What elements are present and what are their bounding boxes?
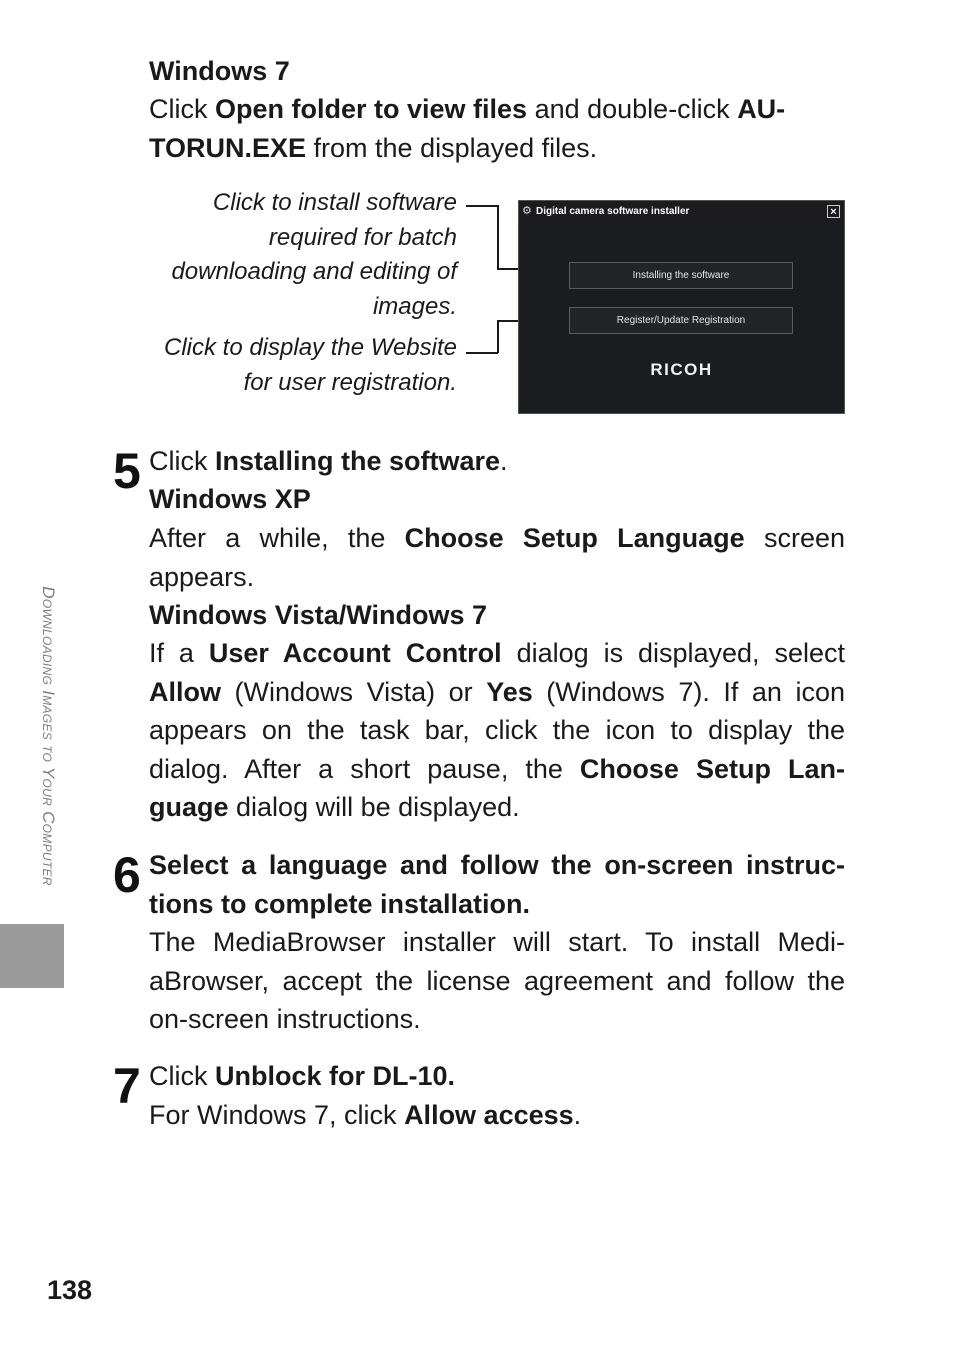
installer-title: Digital camera software installer xyxy=(536,206,690,217)
open-folder-label: Open folder to view files xyxy=(215,94,528,124)
step-7-paragraph: For Windows 7, click Allow access. xyxy=(149,1100,582,1130)
windows7-heading: Windows 7 xyxy=(149,56,290,86)
windows-xp-heading: Windows XP xyxy=(149,484,311,514)
step-6-number: 6 xyxy=(113,847,141,903)
autorun-label: AU-TORUN.EXE xyxy=(149,94,786,163)
leader-line-bottom-h xyxy=(466,352,498,354)
installing-software-label: Installing the software xyxy=(215,446,501,476)
step-6-paragraph: The MediaBrowser installer will start. To install Medi-aBrowser, accept the license agreement and follow the on-screen instructions. xyxy=(149,927,845,1034)
ricoh-logo: RICOH xyxy=(650,360,713,379)
step-7-number: 7 xyxy=(113,1058,141,1114)
allow-access-label: Allow access xyxy=(404,1100,574,1130)
step-5-heading: Click Installing the software. xyxy=(149,446,508,476)
close-icon[interactable]: × xyxy=(827,205,840,218)
app-icon: ⚙ xyxy=(522,205,532,217)
callout-register: Click to display the Website for user registration. xyxy=(163,334,457,396)
vista-paragraph: If a User Account Control dialog is displayed, select Allow (Windows Vista) or Yes (Windows 7). If an icon appears on the task bar, click the icon to display the dialog. After a short pause, the Choose Setup Lan-guage dialog will be displayed. xyxy=(149,638,846,822)
chapter-title: Downloading Images to Your Computer xyxy=(39,586,58,886)
leader-line-bottom-v xyxy=(497,320,499,353)
register-button[interactable]: Register/Update Registration xyxy=(569,307,793,334)
chapter-sidebar xyxy=(30,548,66,924)
chapter-tab xyxy=(0,924,64,988)
intro-paragraph: Click Open folder to view files and double-click AU-TORUN.EXE from the displayed files. xyxy=(149,94,786,163)
installer-window xyxy=(518,200,845,414)
leader-line-top-v xyxy=(497,205,499,269)
page-number: 138 xyxy=(47,1275,93,1305)
unblock-label: Unblock xyxy=(215,1061,322,1091)
step-5-number: 5 xyxy=(113,443,141,499)
leader-line-top-h xyxy=(466,205,498,207)
windows-vista-heading: Windows Vista/Windows 7 xyxy=(149,600,488,630)
step-7-heading: Click Unblock for DL-10. xyxy=(149,1061,456,1091)
step-6-heading: Select a language and follow the on-screen instruc-tions to complete installation. xyxy=(149,850,845,919)
install-software-button[interactable]: Installing the software xyxy=(569,262,793,289)
xp-paragraph: After a while, the Choose Setup Language screen appears. xyxy=(149,523,845,592)
callout-install: Click to install software required for batch downloading and editing of images. xyxy=(171,189,457,320)
installer-titlebar xyxy=(519,201,844,223)
